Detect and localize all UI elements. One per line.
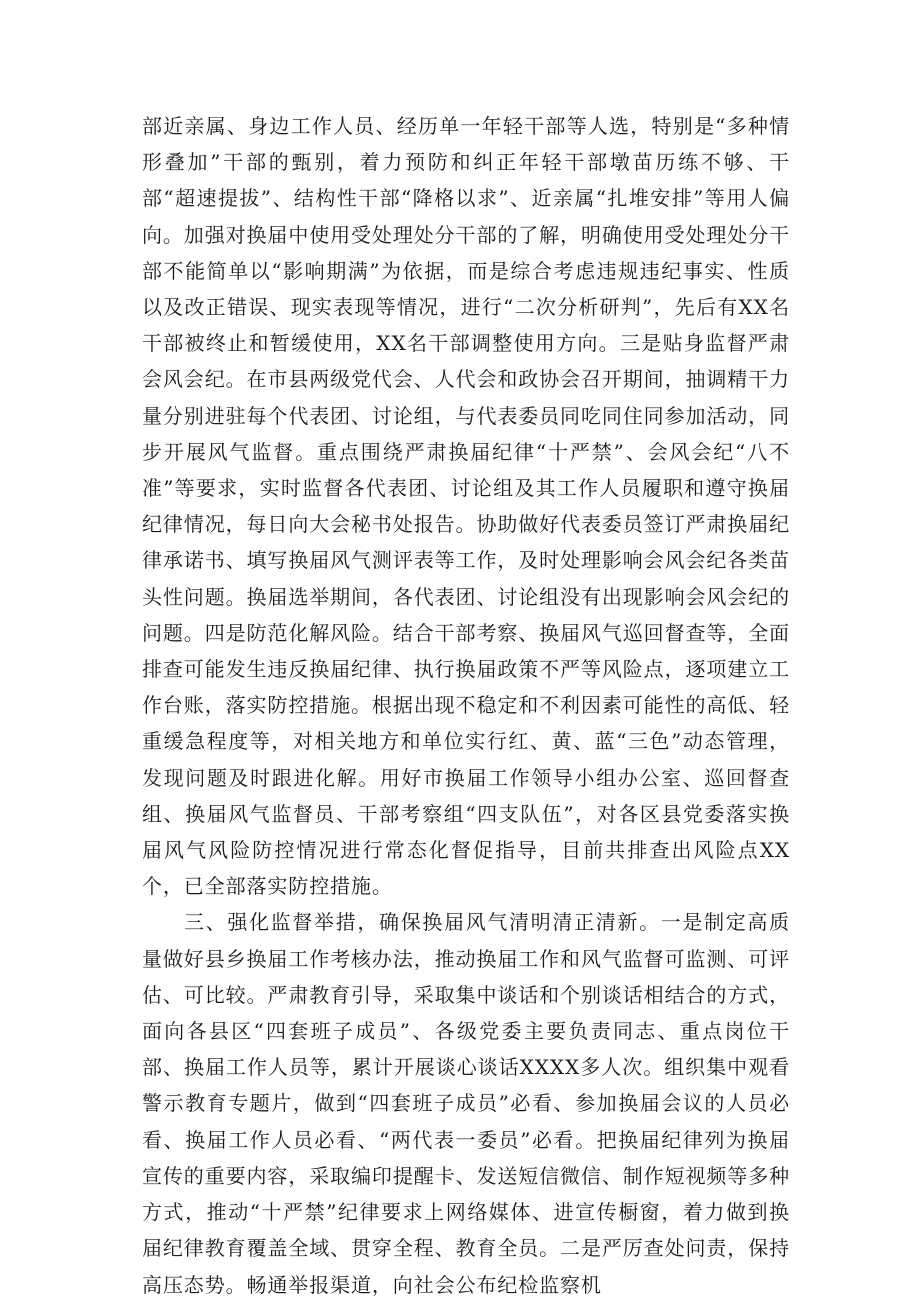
body-paragraph-section-three: 三、强化监督举措，确保换届风气清明清正清新。一是制定高质量做好县乡换届工作考核办法，推动换届工作和风气监督可监测、可评估、可比较。严肃教育引导，采取集中谈话和个别谈话相结合的方式，面向各县区“四套班子成员”、各级党委主要负责同志、重点岗位干部、换届工作人员等，累计开展谈心谈话XXXX多人次。组织集中观看警示教育专题片，做到“四套班子成员”必看、参加换届会议的人员必看、换届工作人员必看、“两代表一委员”必看。把换届纪律列为换届宣传的重要内容，采取编印提醒卡、发送短信微信、制作短视频等多种方式，推动“十严禁”纪律要求上网络媒体、进宣传橱窗，着力做到换届纪律教育覆盖全域、贯穿全程、教育全员。二是严厉查处问责，保持高压态势。畅通举报渠道，向社会公布纪检监察机 <box>142 910 790 1297</box>
document-page <box>142 108 790 1303</box>
body-paragraph-continued: 部近亲属、身边工作人员、经历单一年轻干部等人选，特别是“多种情形叠加”干部的甄别，着力预防和纠正年轻干部墩苗历练不够、干部“超速提拔”、结构性干部“降格以求”、近亲属“扎堆安排”等用人偏向。加强对换届中使用受处理处分干部的了解，明确使用受处理处分干部不能简单以“影响期满”为依据，而是综合考虑违规违纪事实、性质以及改正错误、现实表现等情况，进行“二次分析研判”，先后有XX名干部被终止和暂缓使用，XX名干部调整使用方向。三是贴身监督严肃会风会纪。在市县两级党代会、人代会和政协会召开期间，抽调精干力量分别进驻每个代表团、讨论组，与代表委员同吃同住同参加活动，同步开展风气监督。重点围绕严肃换届纪律“十严禁”、会风会纪“八不准”等要求，实时监督各代表团、讨论组及其工作人员履职和遵守换届纪律情况，每日向大会秘书处报告。协助做好代表委员签订严肃换届纪律承诺书、填写换届风气测评表等工作，及时处理影响会风会纪各类苗头性问题。换届选举期间，各代表团、讨论组没有出现影响会风会纪的问题。四是防范化解风险。结合干部考察、换届风气巡回督查等，全面排查可能发生违反换届纪律、执行换届政策不严等风险点，逐项建立工作台账，落实防控措施。根据出现不稳定和不利因素可能性的高低、轻重缓急程度等，对相关地方和单位实行红、黄、蓝“三色”动态管理，发现问题及时跟进化解。用好市换届工作领导小组办公室、巡回督查组、换届风气监督员、干部考察组“四支队伍”，对各区县党委落实换届风气风险防控情况进行常态化督促指导，目前共排查出风险点XX个，已全部落实防控措施。 <box>142 114 790 899</box>
